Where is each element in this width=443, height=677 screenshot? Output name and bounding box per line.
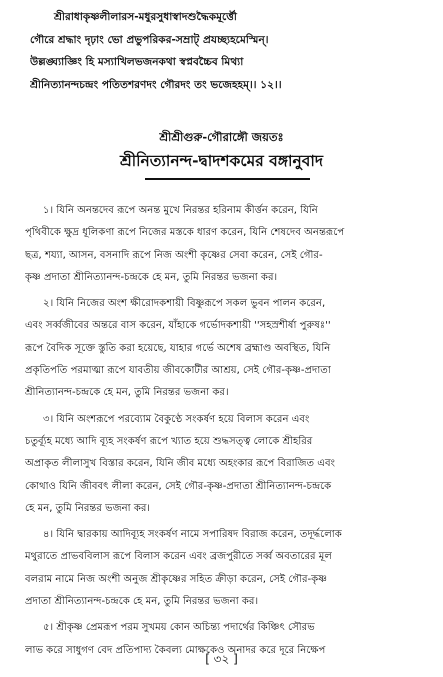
paragraph-line: লাভ করে সাধুগণ বেদ প্রতিপাদ্য কৈবল্য মোক্ষকেও অনাদর করে দূরে নিক্ষেপ	[25, 644, 326, 656]
paragraph-line: ১। যিনি অনন্তদেব রূপে অনন্ত মুখে নিরন্তর হরিনাম কীর্ত্তন করেন, যিনি	[43, 205, 318, 216]
paragraph-3	[25, 409, 435, 520]
paragraph-line: ২। যিনি নিজের অংশ ক্ষীরোদকশায়ী বিষ্ণুরূপে সকল ভুবন পালন করেন,	[43, 298, 326, 310]
paragraph-line: ছত্র, শয্যা, আসন, বসনাদি রূপে নিজ অংশী কৃষ্ণের সেবা করেন, সেই গৌর-	[25, 249, 323, 261]
paragraph-line: কৃষ্ণ প্রদাতা শ্রীনিত্যানন্দ-চন্দ্রকে হে মন, তুমি নিরন্তর ভজনা কর।	[25, 271, 278, 283]
paragraph-line: চতুর্ব্যূহ মধ্যে আদি ব্যূহ সংকর্ষণ রূপে খ্যাত হয়ে শুদ্ধসত্ত্ব লোকে শ্রীহরির	[25, 435, 313, 447]
verse-line: শ্রীনিত্যানন্দচন্দ্রং পতিতশরণদং গৌরদং তং ভজেহহম্।। ১২।।	[30, 78, 282, 91]
paragraph-line: পৃথিবীকে ক্ষুদ্র ধূলিকণা রূপে নিজের মস্তকে ধারণ করেন, যিনি শেষদেব অনন্তরূপে	[25, 227, 345, 239]
paragraph-line: হে মন, তুমি নিরন্তর ভজনা কর।	[25, 502, 151, 514]
paragraph-line: প্রদাতা শ্রীনিত্যানন্দ-চন্দ্রকে হে মন, তুমি নিরন্তর ভজনা কর।	[25, 596, 259, 608]
paragraph-4	[25, 524, 435, 613]
title-underline	[145, 178, 310, 180]
paragraph-line: এবং সর্ব্বজীবের অন্তরে বাস করেন, যাঁহাকে গর্ভোদকশায়ী ''সহস্রশীর্ষা পুরুষঃ''	[25, 320, 331, 332]
paragraph-line: ৫। শ্রীকৃষ্ণ প্রেমরূপ পরম সুখময় কোন অচিন্ত্য পদার্থের কিঞ্চিৎ সৌরভ	[43, 622, 315, 634]
page-title: শ্রীনিত্যানন্দ-দ্বাদশকমের বঙ্গানুবাদ	[119, 152, 324, 170]
paragraph-line: শ্রীনিত্যানন্দ-চন্দ্রকে হে মন, তুমি নিরন্তর ভজনা কর।	[25, 387, 229, 399]
paragraph-2	[25, 293, 435, 404]
translation-body	[25, 200, 435, 666]
page-number: [ ৩২ ]	[205, 652, 238, 666]
invocation-heading: শ্রীশ্রীগুরু-গৌরাঙ্গৌ জয়তঃ	[159, 130, 284, 144]
verse-line: শ্রীরাধাকৃষ্ণলীলারস-মধুরসুধাস্বাদশুদ্ধৈকমূর্ত্তৌ	[54, 11, 237, 23]
paragraph-line: প্রকৃতিপতি পরমাত্মা রূপে যাবতীয় জীবকোটীর আশ্রয়, সেই গৌর-কৃষ্ণ-প্রদাতা	[25, 365, 331, 377]
sanskrit-verse	[30, 6, 435, 96]
paragraph-line: মথুরাতে প্রাভববিলাস রূপে বিলাস করেন এবং ব্রজপুরীতে সর্ব্ব অবতারের মূল	[25, 551, 332, 563]
paragraph-line: কোথাও যিনি জীববৎ লীলা করেন, সেই গৌর-কৃষ্ণ-প্রদাতা শ্রীনিত্যানন্দ-চন্দ্রকে	[25, 480, 332, 492]
verse-line: উল্লঙ্ঘ্যাজ্ঞিং হি মস্যাখিলভজনকথা স্বপ্নবচ্চৈব মিথ্যা	[30, 56, 244, 68]
paragraph-line: বলরাম নামে নিজ অংশী অনুজ শ্রীকৃষ্ণের সহিত ক্রীড়া করেন, সেই গৌর-কৃষ্ণ	[25, 573, 327, 585]
verse-line: গৌরে শ্রদ্ধাং দৃঢ়াং ভো প্রভুপরিকর-সম্রাট্ প্রযচ্ছ্যহমেস্মিন্।	[30, 33, 269, 46]
paragraph-line: ৩। যিনি অংশরূপে পরব্যোম বৈকুণ্ঠে সংকর্ষণ হয়ে বিলাস করেন এবং	[43, 413, 310, 425]
paragraph-line: রূপে বৈদিক সূক্তে স্তুতি করা হয়েছে, যাহার গর্ভে অশেষ ব্রহ্মাণ্ড অবস্থিত, যিনি	[25, 342, 331, 354]
paragraph-line: ৪। যিনি দ্বারকায় আদিব্যূহ সংকর্ষণ নামে সপারিষদ বিরাজ করেন, তদূর্দ্ধলোক	[43, 529, 342, 541]
paragraph-line: অপ্রাকৃত লীলাসুখ বিস্তার করেন, যিনি জীব মধ্যে অহংকার রূপে বিরাজিত এবং	[25, 458, 335, 470]
paragraph-1	[25, 200, 435, 289]
